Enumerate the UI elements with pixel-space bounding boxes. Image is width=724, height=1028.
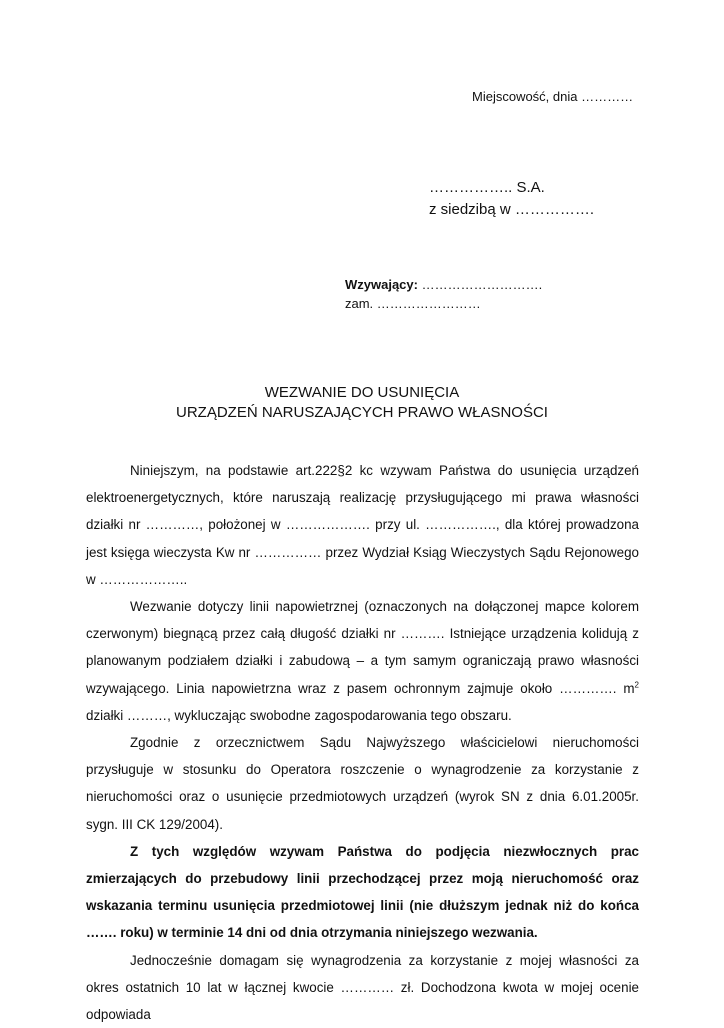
sender-name-value: ………………………. xyxy=(417,277,543,292)
place-date: Miejscowość, dnia ………… xyxy=(472,89,634,104)
paragraph-line-description-end: działki ………, wykluczając swobodne zagospodarowania tego obszaru. xyxy=(86,707,512,723)
recipient-seat: z siedzibą w ……………. xyxy=(429,201,595,218)
paragraph-legal-basis: Niniejszym, na podstawie art.222§2 kc wzywam Państwa do usunięcia urządzeń elektroenergetycznych, które naruszają realizację przysługującego mi prawa własności działki nr …………, położonej w ………………. przy ul. ……………., dla której prowadzona jest księga wieczysta Kw nr …………… przez Wydział Ksiąg Wieczystych Sądu Rejonowego w ……………….. xyxy=(86,463,639,587)
sender-address: zam. …………………… xyxy=(345,296,481,311)
recipient-company: …………….. S.A. xyxy=(429,179,545,196)
paragraph-line-description xyxy=(86,593,639,729)
document-body xyxy=(86,457,639,1028)
sender-block xyxy=(345,275,542,313)
recipient-block xyxy=(429,177,594,221)
title-line-2: URZĄDZEŃ NARUSZAJĄCYCH PRAWO WŁASNOŚCI xyxy=(176,404,548,421)
paragraph-line-description-main: Wezwanie dotyczy linii napowietrznej (oznaczonych na dołączonej mapce kolorem czerwonym) biegnącą przez całą długość działki nr ………. Istniejące urządzenia kolidują z planowanym podziałem działki i zabudową – a tym samym ograniczają prawo własności wzywającego. Linia napowietrzna wraz z pasem ochronnym zajmuje około …………. m xyxy=(86,599,639,696)
document-title xyxy=(0,383,724,423)
sender-label: Wzywający: xyxy=(345,277,418,292)
paragraph-case-law: Zgodnie z orzecznictwem Sądu Najwyższego właścicielowi nieruchomości przysługuje w stosunku do Operatora roszczenie o wynagrodzenie za korzystanie z nieruchomości oraz o usunięcie przedmiotowych urządzeń (wyrok SN z dnia 6.01.2005r. sygn. III CK 129/2004). xyxy=(86,735,639,832)
title-line-1: WEZWANIE DO USUNIĘCIA xyxy=(264,384,460,401)
paragraph-compensation: Jednocześnie domagam się wynagrodzenia za korzystanie z mojej własności za okres ostatnich 10 lat w łącznej kwocie ………… zł. Dochodzona kwota w mojej ocenie odpowiada xyxy=(86,952,639,1023)
sender-name-line xyxy=(345,275,542,294)
area-unit-superscript: 2 xyxy=(634,680,639,690)
paragraph-demand: Z tych względów wzywam Państwa do podjęcia niezwłocznych prac zmierzających do przebudowy linii przechodzącej przez moją nieruchomość oraz wskazania terminu usunięcia przedmiotowej linii (nie dłuższym jednak niż do końca ……. roku) w terminie 14 dni od dnia otrzymania niniejszego wezwania. xyxy=(86,843,639,941)
